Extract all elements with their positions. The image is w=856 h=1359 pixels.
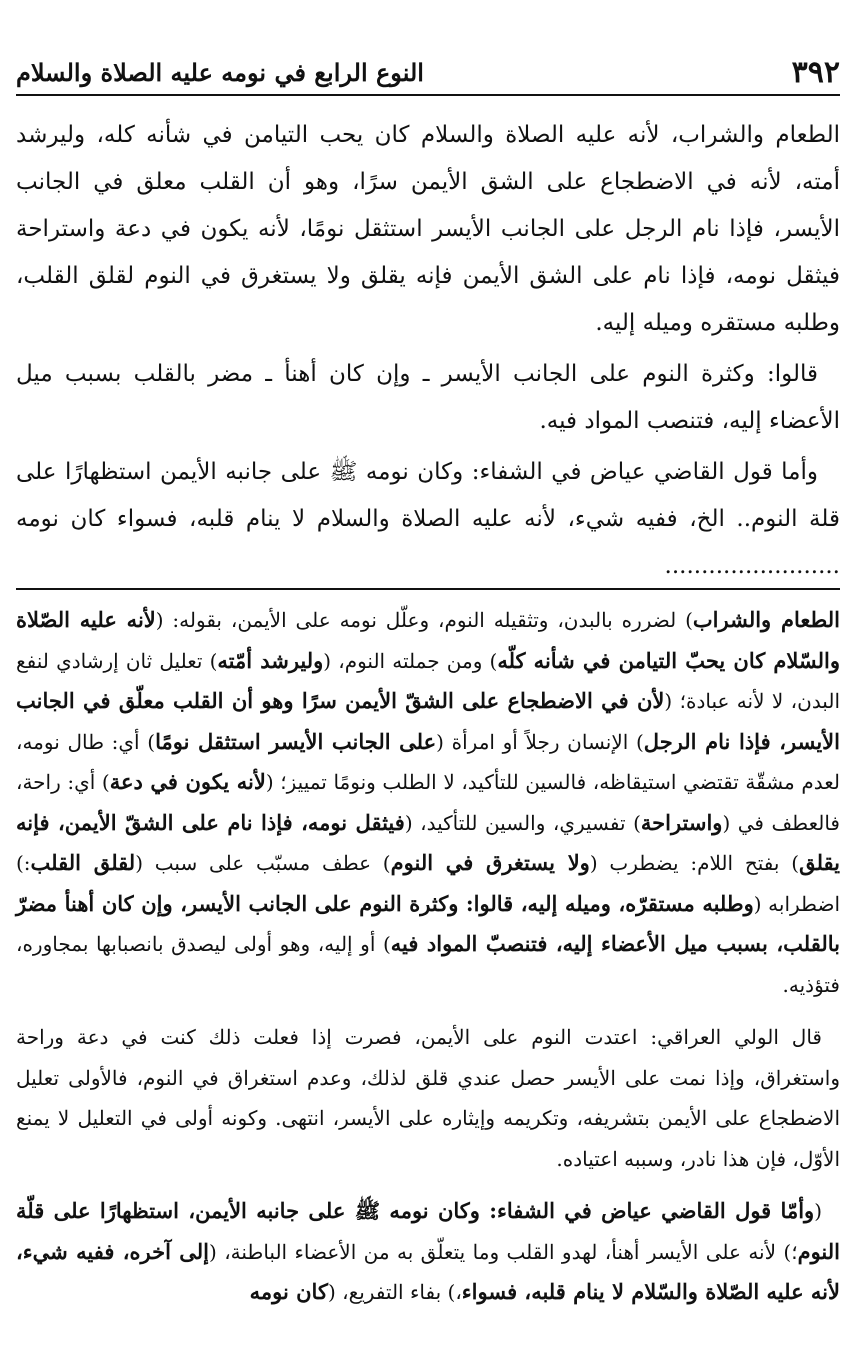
page-header bbox=[16, 50, 840, 96]
commentary-text: ) أي: طال نومه، لعدم مشقّة تقتضي استيقاظه، فالسين للتأكيد، لا الطلب ونومًا تمييز؛ ( bbox=[16, 729, 840, 794]
commentary-text: ؛) لأنه على الأيسر أهنأ، لهدو القلب وما يتعلّق به من الأعضاء الباطنة، ( bbox=[209, 1239, 798, 1264]
commentary-text: ،) بفاء التفريع، ( bbox=[327, 1280, 462, 1304]
commentary-text: ) بفتح اللام: يضطرب ( bbox=[589, 851, 800, 875]
quoted-matn-text: وليرشد أمّته bbox=[217, 647, 324, 673]
main-text bbox=[16, 112, 840, 590]
commentary-text: ) عطف مسبّب على سبب ( bbox=[135, 851, 391, 875]
quoted-matn-text: إلى آخره، ففيه شيء، لأنه عليه الصّلاة والسّلام لا ينام قلبه، فسواء bbox=[16, 1238, 840, 1304]
quoted-matn-text: لأن في الاضطجاع على الشقّ الأيمن سرًا وهو أن القلب معلّق في الجانب الأيسر، فإذا نام الرجل bbox=[16, 688, 840, 754]
commentary bbox=[16, 600, 840, 1313]
commentary-text: ) تفسيري، والسين للتأكيد، ( bbox=[404, 810, 641, 835]
quoted-matn-text: كان نومه bbox=[249, 1279, 328, 1304]
commentary-text: ) الإنسان رجلاً أو امرأة ( bbox=[436, 729, 644, 754]
quoted-matn-text: لأنه عليه الصّلاة والسّلام كان يحبّ التيامن في شأنه كلّه bbox=[16, 607, 840, 673]
quoted-matn-text: ولا يستغرق في النوم bbox=[390, 850, 590, 875]
quoted-matn-text: لأنه يكون في دعة bbox=[109, 769, 266, 794]
main-paragraph-2: قالوا: وكثرة النوم على الجانب الأيسر ـ وإن كان أهنأ ـ مضر بالقلب بسبب ميل الأعضاء إليه، فتنصب المواد فيه. bbox=[16, 361, 840, 434]
quoted-matn-text: الطعام والشراب bbox=[692, 607, 840, 632]
commentary-text: ) لضرره بالبدن، وتثقيله النوم، وعلّل نومه على الأيمن، بقوله: ( bbox=[155, 608, 693, 632]
quoted-matn-text: وأمّا قول القاضي عياض في الشفاء: وكان نومه ﷺ على جانبه الأيمن، استظهارًا على قلّة النوم bbox=[16, 1198, 840, 1264]
commentary-paragraph-1 bbox=[16, 600, 840, 1005]
quoted-matn-text: فيثقل نومه، فإذا نام على الشقّ الأيمن، فإنه يقلق bbox=[16, 809, 840, 875]
commentary-paragraph-2: قال الولي العراقي: اعتدت النوم على الأيمن، فصرت إذا فعلت ذلك كنت في دعة وراحة واستغراق، وإذا نمت على الأيسر حصل عندي قلق لذلك، وعدم استغراق في النوم، فالأولى تعليل الاضطجاع على الأيمن بتشريفه، وتكريمه وإيثاره على الأيسر، انتهى. وكونه أولى في التعليل لا يمنع الأوّل، فإن هذا نادر، وسببه اعتياده. bbox=[16, 1025, 840, 1171]
main-paragraph-1: الطعام والشراب، لأنه عليه الصلاة والسلام كان يحب التيامن في شأنه كله، وليرشد أمته، لأنه في الاضطجاع على الشق الأيمن سرًا، وهو أن القلب معلق في الجانب الأيسر، فإذا نام الرجل على الجانب الأيسر استثقل نومًا، لأنه يكون في دعة واستراحة فيثقل نومه، فإذا نام على الشق الأيمن فإنه يقلق ولا يستغرق في النوم لقلق القلب، وطلبه مستقره وميله إليه. bbox=[16, 122, 840, 336]
quoted-matn-text: لقلق القلب bbox=[30, 850, 136, 875]
commentary-text: ) أو إليه، وهو أولى ليصدق بانصبابها بمجاوره، فتؤذيه. bbox=[16, 932, 840, 997]
main-paragraph-3: وأما قول القاضي عياض في الشفاء: وكان نومه ﷺ على جانبه الأيمن استظهارًا على قلة النوم.. الخ، ففيه شيء، لأنه عليه الصلاة والسلام لا ينام قلبه، فسواء كان نومه ........................ bbox=[16, 459, 840, 579]
commentary-text: ) ومن جملته النوم، ( bbox=[323, 648, 498, 673]
quoted-matn-text: وطلبه مستقرّه، وميله إليه، قالوا: وكثرة النوم على الجانب الأيسر، وإن كان أهنأ مضرّ بالقلب، بسبب ميل الأعضاء إليه، فتنصبّ المواد فيه bbox=[16, 890, 840, 956]
quoted-matn-text: واستراحة bbox=[640, 809, 723, 835]
running-title: النوع الرابع في نومه عليه الصلاة والسلام bbox=[16, 57, 424, 87]
commentary-text: ) تعليل ثان إرشادي لنفع البدن، لا لأنه عبادة؛ ( bbox=[16, 648, 840, 713]
section-divider bbox=[16, 588, 840, 590]
commentary-text: ( bbox=[814, 1199, 822, 1223]
quoted-matn-text: على الجانب الأيسر استثقل نومًا bbox=[155, 728, 437, 754]
commentary-text: :) اضطرابه ( bbox=[16, 851, 840, 916]
page-number: ٣٩٢ bbox=[791, 54, 840, 90]
commentary-text: ) أي: راحة، فالعطف في ( bbox=[16, 770, 840, 835]
commentary-paragraph-3 bbox=[16, 1191, 840, 1313]
